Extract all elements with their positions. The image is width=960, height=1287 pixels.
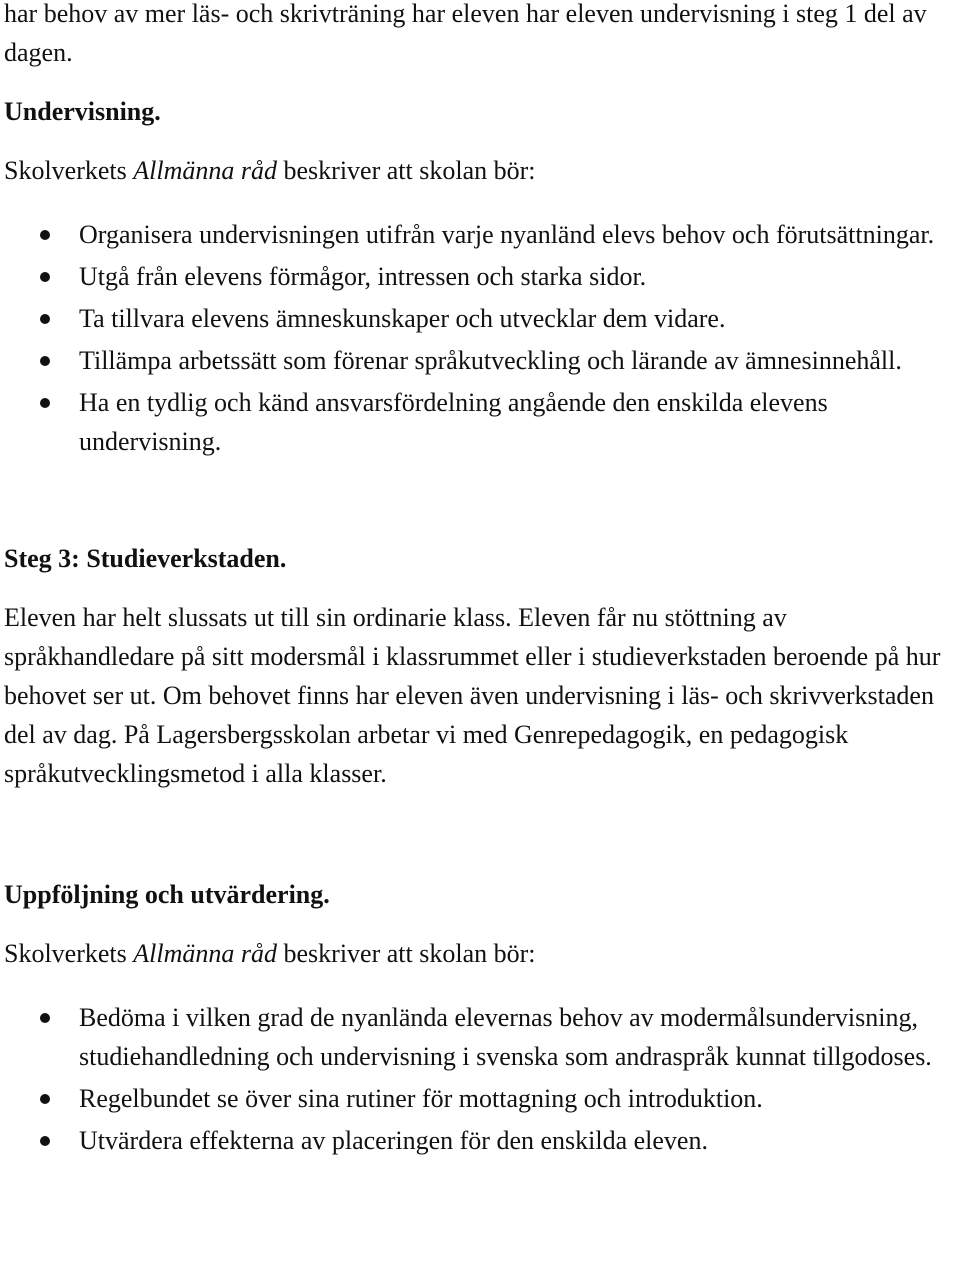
bullet-list-undervisning (4, 215, 954, 461)
bullet-icon (40, 398, 50, 408)
list-item (4, 257, 954, 296)
list-item-text: Tillämpa arbetssätt som förenar språkutveckling och lärande av ämnesinnehåll. (79, 346, 902, 375)
list-item (4, 215, 954, 254)
lead-paragraph-uppfoljning (4, 934, 954, 973)
bullet-icon (40, 1013, 50, 1023)
bullet-icon (40, 272, 50, 282)
heading-uppfoljning: Uppföljning och utvärdering. (4, 880, 330, 909)
bullet-icon (40, 1136, 50, 1146)
list-item (4, 341, 954, 380)
list-item-text: Utgå från elevens förmågor, intressen och starka sidor. (79, 262, 647, 291)
list-item-text: Ha en tydlig och känd ansvarsfördelning angående den enskilda elevens undervisning. (79, 388, 828, 456)
lead-prefix: Skolverkets (4, 156, 134, 185)
lead-paragraph-undervisning (4, 151, 954, 190)
lead-suffix: beskriver att skolan bör: (277, 156, 536, 185)
list-item (4, 299, 954, 338)
bullet-icon (40, 314, 50, 324)
bullet-list-uppfoljning (4, 998, 954, 1160)
lead-italic: Allmänna råd (133, 939, 277, 968)
intro-paragraph: har behov av mer läs- och skrivträning har eleven har eleven undervisning i steg 1 del av dagen. (4, 0, 927, 67)
list-item-text: Ta tillvara elevens ämneskunskaper och utvecklar dem vidare. (79, 304, 726, 333)
lead-italic: Allmänna råd (133, 156, 277, 185)
list-item-text: Organisera undervisningen utifrån varje nyanländ elevs behov och förutsättningar. (79, 220, 935, 249)
bullet-icon (40, 356, 50, 366)
list-item (4, 1121, 954, 1160)
list-item-text: Bedöma i vilken grad de nyanlända elevernas behov av modermålsundervisning, studiehandledning och undervisning i svenska som andraspråk kunnat tillgodoses. (79, 1003, 932, 1071)
list-item-text: Utvärdera effekterna av placeringen för den enskilda eleven. (79, 1126, 708, 1155)
lead-prefix: Skolverkets (4, 939, 134, 968)
heading-undervisning: Undervisning. (4, 97, 161, 126)
list-item-text: Regelbundet se över sina rutiner för mottagning och introduktion. (79, 1084, 763, 1113)
steg3-paragraph: Eleven har helt slussats ut till sin ordinarie klass. Eleven får nu stöttning av språkhandledare på sitt modersmål i klassrummet eller i studieverkstaden beroende på hur behovet ser ut. Om behovet finns har eleven även undervisning i läs- och skrivverkstaden del av dag. På Lagersbergsskolan arbetar vi med Genrepedagogik, en pedagogisk språkutvecklingsmetod i alla klasser. (4, 603, 941, 788)
list-item (4, 998, 954, 1076)
bullet-icon (40, 230, 50, 240)
document-page (4, 0, 954, 1163)
list-item (4, 383, 954, 461)
list-item (4, 1079, 954, 1118)
heading-steg3: Steg 3: Studieverkstaden. (4, 544, 287, 573)
lead-suffix: beskriver att skolan bör: (277, 939, 536, 968)
bullet-icon (40, 1094, 50, 1104)
